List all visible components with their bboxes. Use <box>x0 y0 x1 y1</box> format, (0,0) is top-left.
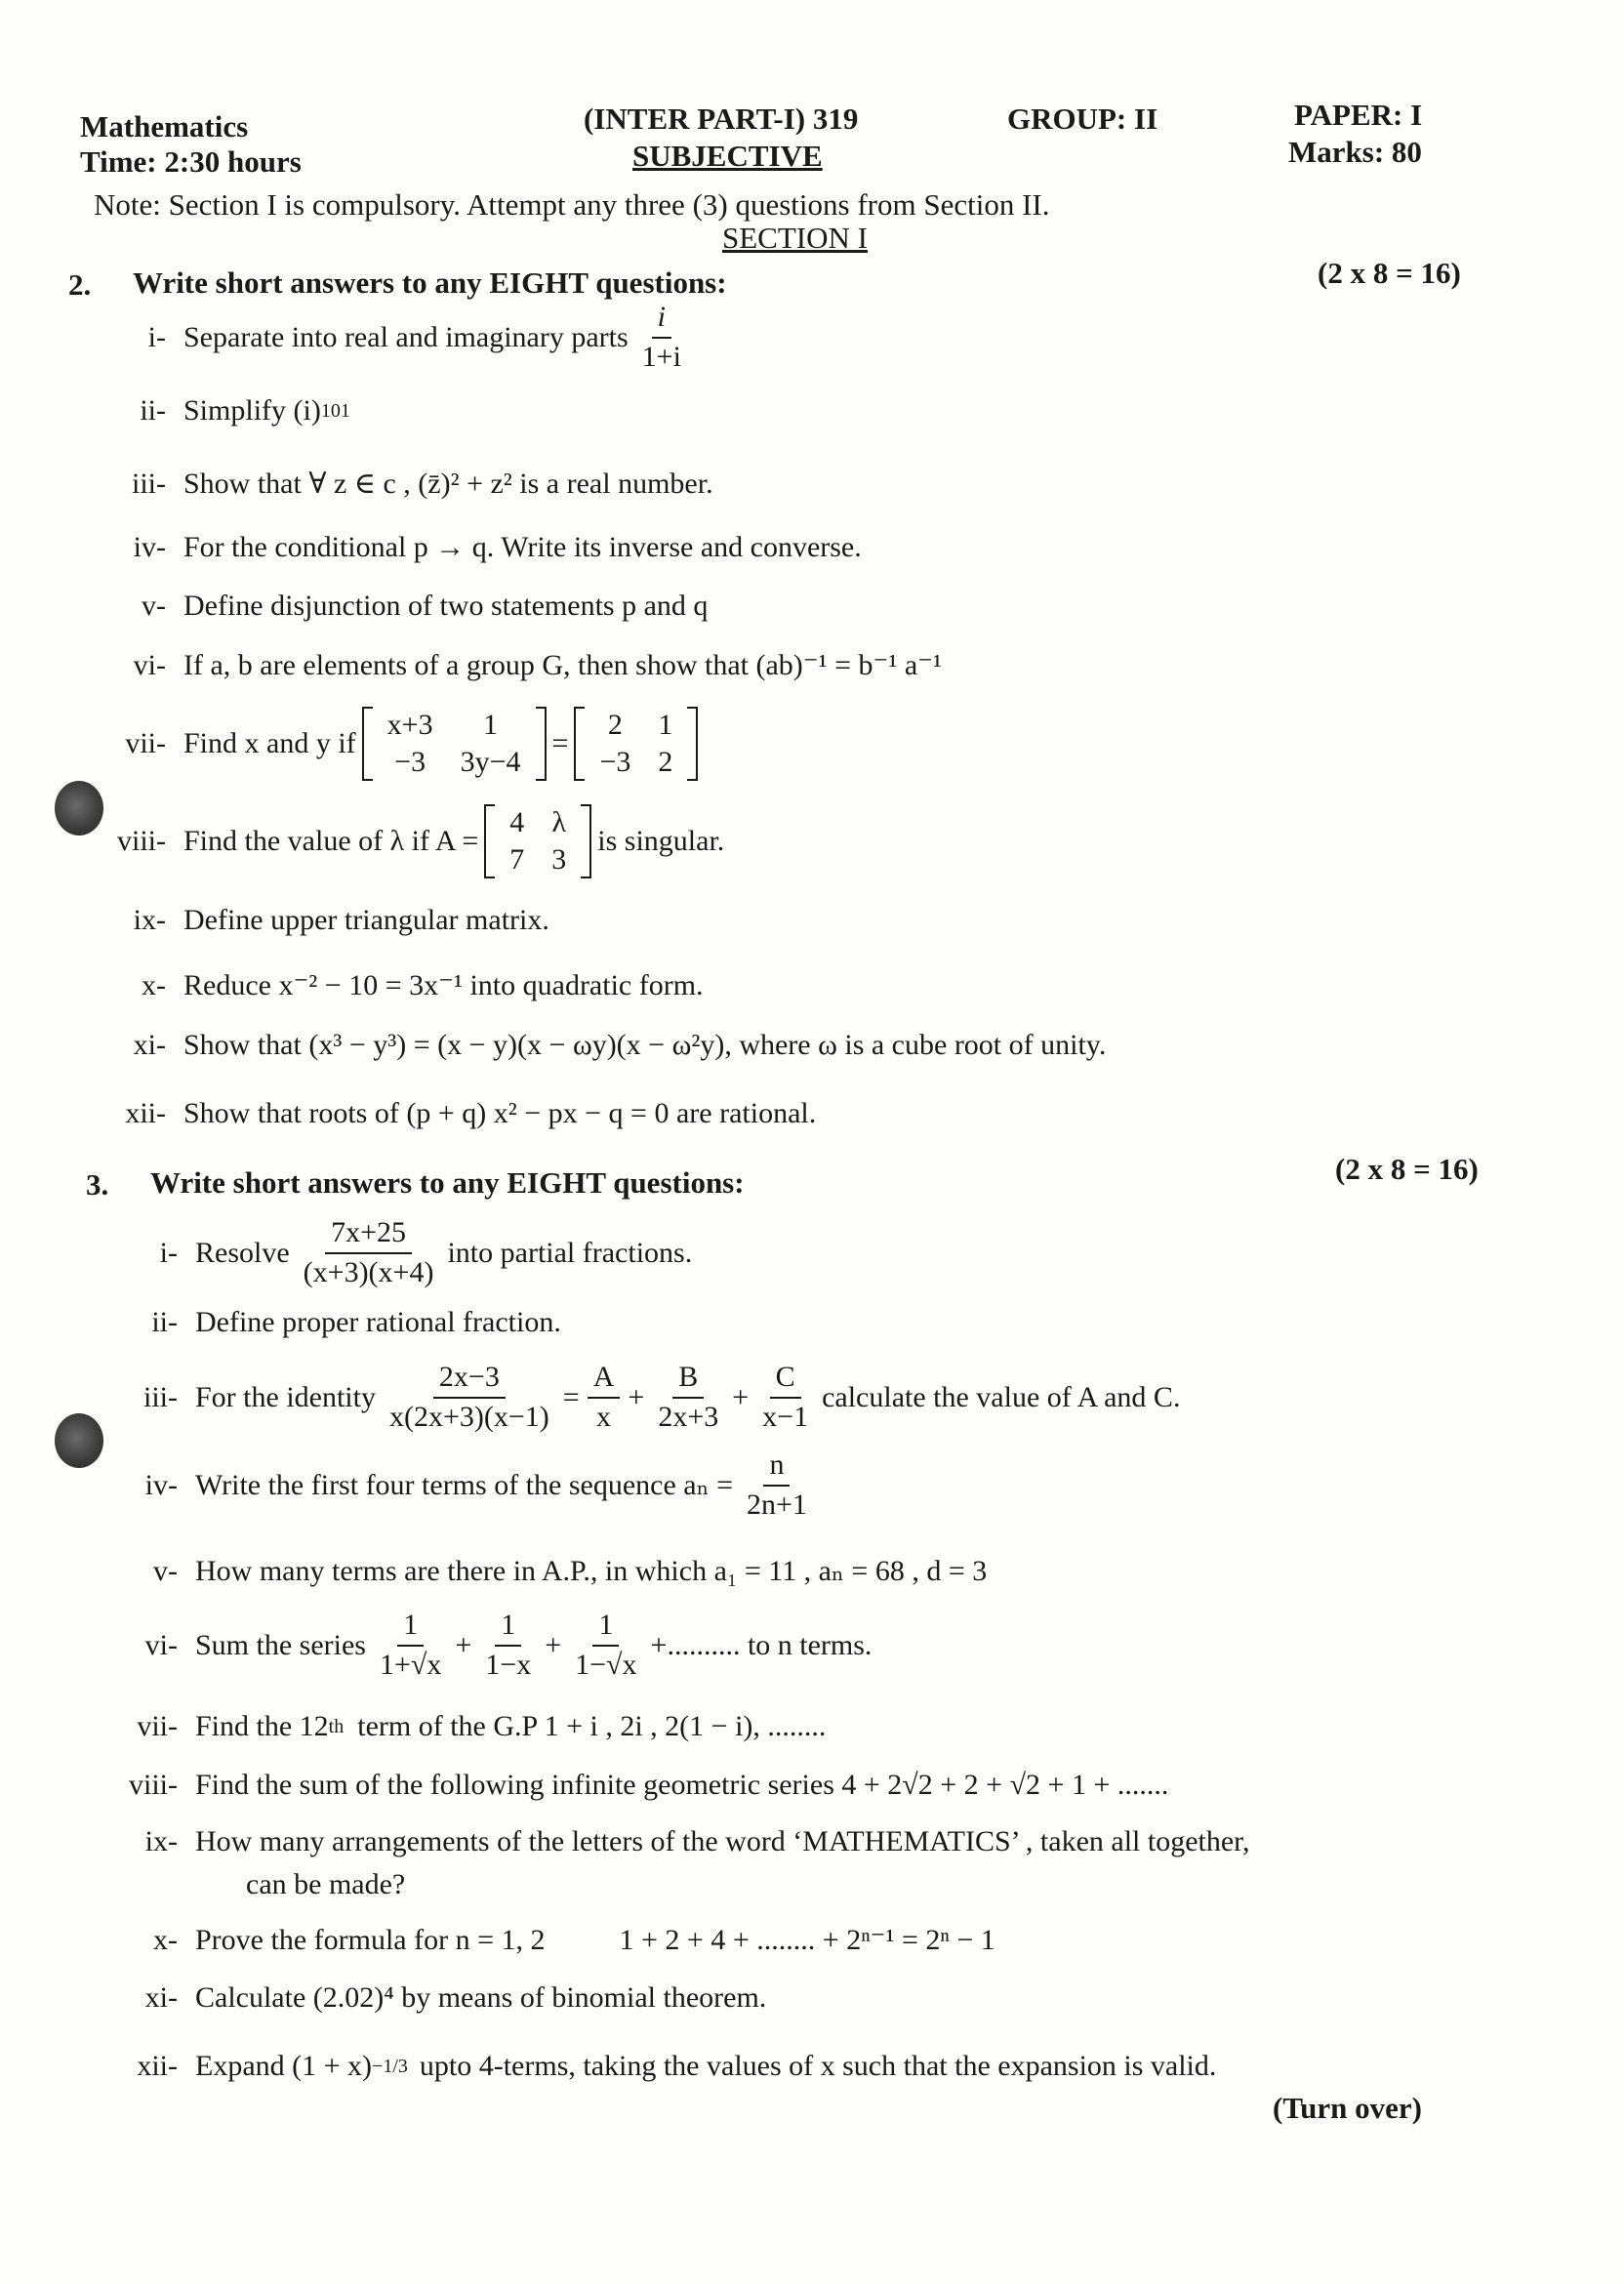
q2-item-iii: iii- Show that ∀ z ∈ c , (z̄)² + z² is a real number. <box>132 467 713 500</box>
fraction: $\frac{7x+25}{(x+3)(x+4)}$ <box>303 1216 434 1288</box>
group-label: GROUP: II <box>1007 102 1158 136</box>
q3-heading: Write short answers to any EIGHT questions: <box>150 1165 745 1200</box>
q2-item-ii: ii- Simplify (i) 101 <box>140 394 350 427</box>
q2-marks: (2 x 8 = 16) <box>1318 256 1461 290</box>
q3-item-xii: xii- Expand (1 + x) −1/3 upto 4-terms, taking the values of x such that the expansion is valid. <box>137 2050 1217 2082</box>
fraction: $\frac{1}{1-x}$ <box>485 1609 532 1681</box>
q3-item-ii: ii- Define proper rational fraction. <box>151 1306 561 1338</box>
q2-item-xi: xi- Show that (x³ − y³) = (x − y)(x − ωy)(x − ω²y), where ω is a cube root of unity. <box>133 1029 1107 1061</box>
total-marks: Marks: 80 <box>1288 135 1422 169</box>
fraction: $\frac{C}{x-1}$ <box>762 1361 809 1433</box>
punch-hole-top <box>55 781 103 836</box>
q3-item-v: v- How many terms are there in A.P., in which a₁ = 11 , aₙ = 68 , d = 3 <box>153 1554 988 1587</box>
q3-item-iii: iii- For the identity $\frac{2x-3}{x(2x+3)(x-1)}$ = $\frac{A}{x}$ + $\frac{B}{2x+3}$ + $\frac{C}{x-1}$ calculate the value of A and C. <box>143 1361 1181 1433</box>
q2-item-xii: xii- Show that roots of (p + q) x² − px − q = 0 are rational. <box>125 1097 817 1129</box>
q3-item-i: i- Resolve $\frac{7x+25}{(x+3)(x+4)}$ into partial fractions. <box>159 1216 693 1288</box>
q2-item-v: v- Define disjunction of two statements p and q <box>142 590 709 622</box>
q3-item-x: x- Prove the formula for n = 1, 2 1 + 2 + 4 + ........ + 2ⁿ⁻¹ = 2ⁿ − 1 <box>153 1923 995 1956</box>
equals-sign: = <box>551 727 569 759</box>
q2-item-x: x- Reduce x⁻² − 10 = 3x⁻¹ into quadratic form. <box>142 968 704 1001</box>
q3-item-vi: vi- Sum the series $\frac{1}{1+√x}$ + $\frac{1}{1-x}$ + $\frac{1}{1-√x}$ +.......... to n terms. <box>144 1609 873 1681</box>
q3-marks: (2 x 8 = 16) <box>1335 1152 1479 1186</box>
fraction: $\frac{i}{1+i}$ <box>641 301 681 373</box>
matrix-left: x+3 1 −3 3y−4 <box>362 707 547 781</box>
fraction: $\frac{B}{2x+3}$ <box>658 1361 719 1433</box>
q2-item-ix: ix- Define upper triangular matrix. <box>133 904 549 936</box>
matrix-a: 4 λ 7 3 <box>484 804 591 878</box>
q3-item-xi: xi- Calculate (2.02)⁴ by means of binomial theorem. <box>144 1981 767 2014</box>
paper-number: PAPER: I <box>1294 98 1423 132</box>
turn-over-label: (Turn over) <box>1273 2091 1422 2125</box>
fraction: $\frac{n}{2n+1}$ <box>747 1448 807 1521</box>
fraction: $\frac{1}{1+√x}$ <box>379 1609 442 1681</box>
q2-item-text: Separate into real and imaginary parts <box>183 320 629 353</box>
q2-item-viii: viii- Find the value of λ if A = 4 λ 7 3 is singular. <box>98 804 724 878</box>
section-heading: SECTION I <box>722 221 868 255</box>
fraction: $\frac{1}{1-√x}$ <box>575 1609 637 1681</box>
fraction: $\frac{A}{x}$ <box>588 1361 621 1434</box>
fraction: $\frac{2x-3}{x(2x+3)(x-1)}$ <box>388 1361 549 1433</box>
q2-item-vi: vi- If a, b are elements of a group G, then show that (ab)⁻¹ = b⁻¹ a⁻¹ <box>133 648 942 681</box>
q2-item-i <box>98 301 695 374</box>
q2-roman: i- <box>147 320 166 353</box>
q2-item-vii: vii- Find x and y if x+3 1 −3 3y−4 = 2 1 −3 2 <box>98 707 704 781</box>
q3-item-ix-line2: can be made? <box>246 1868 406 1900</box>
q3-item-vii: vii- Find the 12 th term of the G.P 1 + i , 2i , 2(1 − i), ........ <box>137 1710 827 1742</box>
exam-code: (INTER PART-I) 319 <box>584 102 859 136</box>
q3-item-viii: viii- Find the sum of the following infinite geometric series 4 + 2√2 + 2 + √2 + 1 + ....... <box>129 1769 1169 1801</box>
q3-number: 3. <box>86 1167 109 1202</box>
q2-number: 2. <box>68 267 92 302</box>
paper-type: SUBJECTIVE <box>632 139 823 173</box>
q3-item-iv: iv- Write the first four terms of the sequence aₙ = $\frac{n}{2n+1}$ <box>109 1448 821 1522</box>
q3-item-ix: ix- How many arrangements of the letters of the word ‘MATHEMATICS’ , taken all together, <box>144 1825 1250 1857</box>
subject-title: Mathematics <box>80 109 249 143</box>
exam-time: Time: 2:30 hours <box>80 144 302 179</box>
punch-hole-bottom <box>55 1413 103 1468</box>
q2-item-iv: iv- For the conditional p → q. Write its inverse and converse. <box>133 531 862 563</box>
q2-heading: Write short answers to any EIGHT questions: <box>133 265 727 300</box>
matrix-right: 2 1 −3 2 <box>574 707 698 781</box>
sum-formula: 1 + 2 + 4 + ........ + 2ⁿ⁻¹ = 2ⁿ − 1 <box>619 1924 995 1956</box>
exam-note: Note: Section I is compulsory. Attempt any three (3) questions from Section II. <box>94 187 1050 222</box>
